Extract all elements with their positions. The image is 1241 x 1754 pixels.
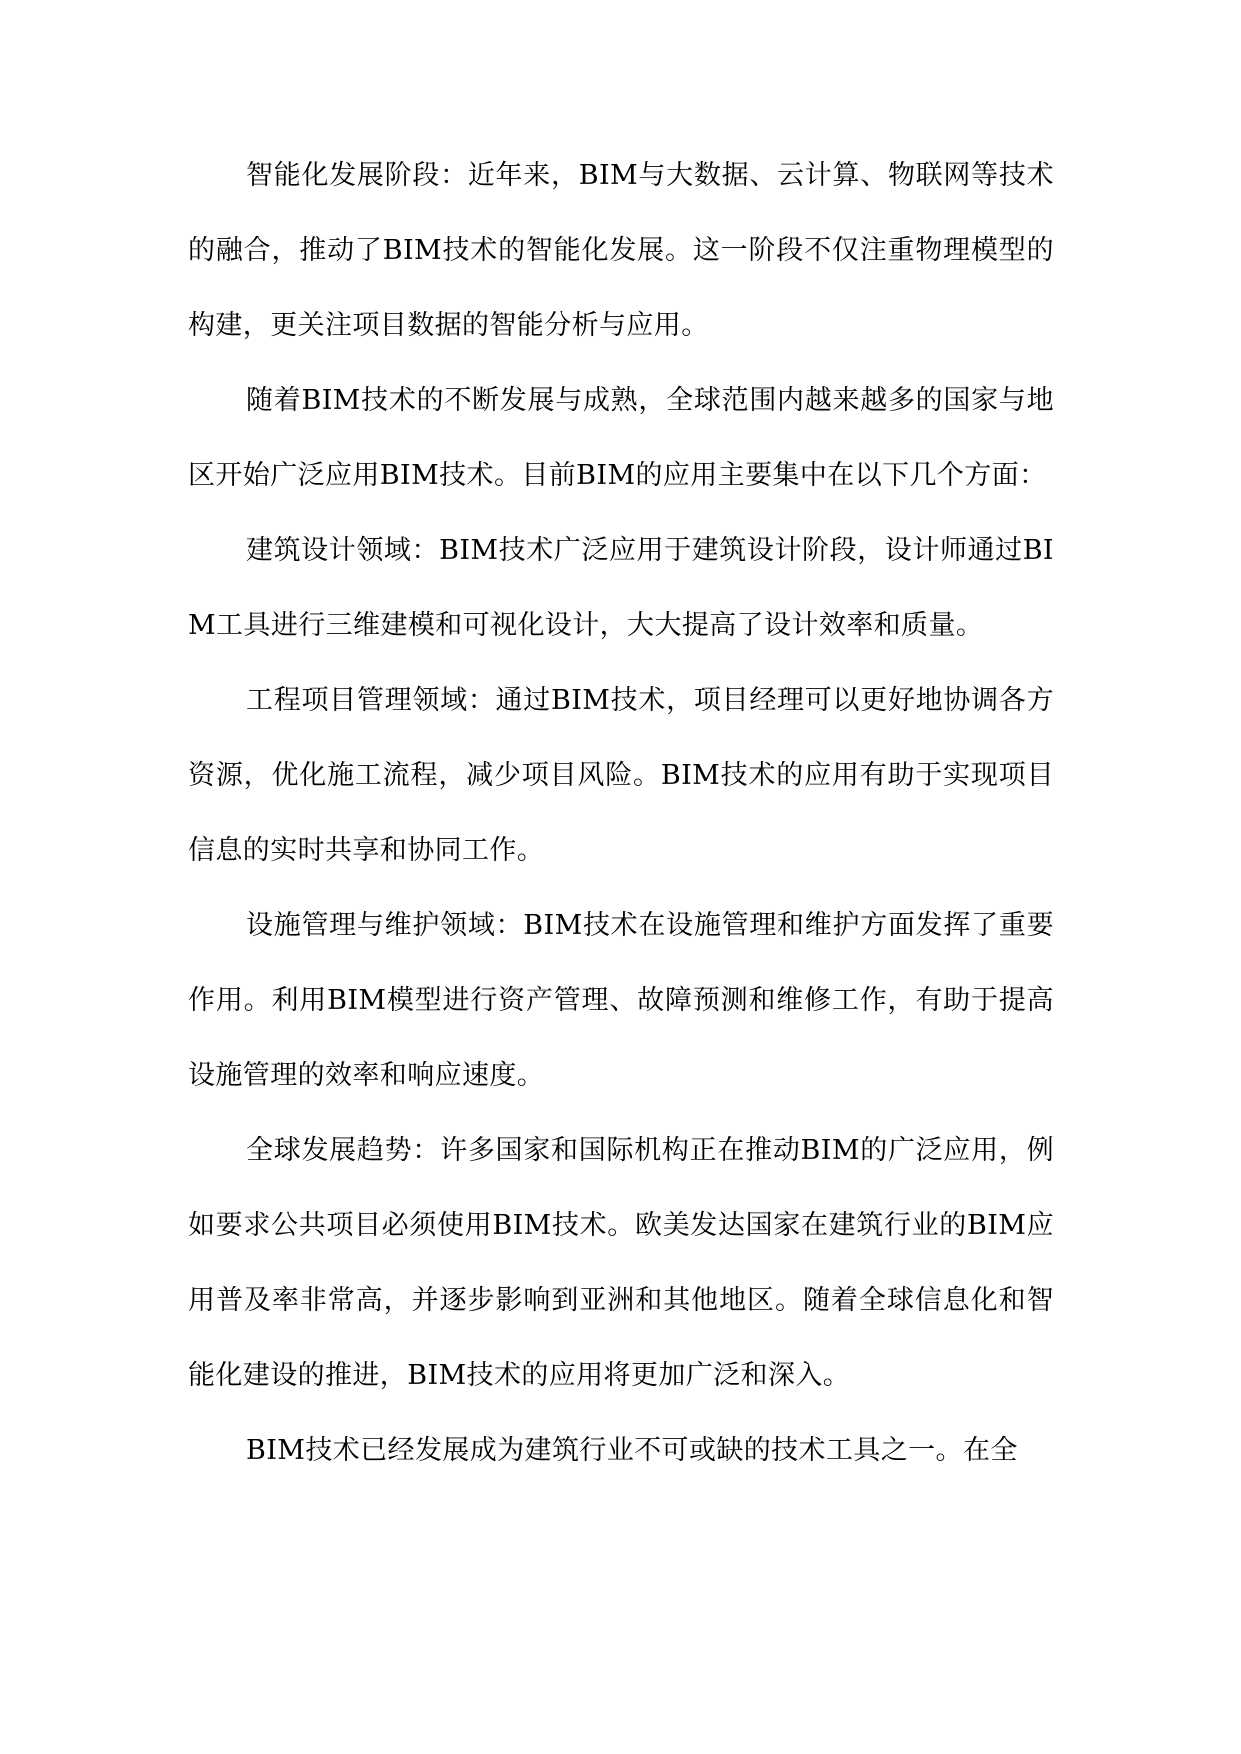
document-body xyxy=(188,138,1054,1488)
paragraph-project-management: 工程项目管理领域：通过BIM技术，项目经理可以更好地协调各方资源，优化施工流程，减少项目风险。BIM技术的应用有助于实现项目信息的实时共享和协同工作。 xyxy=(188,685,1054,866)
paragraph-conclusion: BIM技术已经发展成为建筑行业不可或缺的技术工具之一。在全 xyxy=(246,1435,1018,1466)
paragraph-global-adoption: 随着BIM技术的不断发展与成熟，全球范围内越来越多的国家与地区开始广泛应用BIM技术。目前BIM的应用主要集中在以下几个方面： xyxy=(188,385,1054,491)
paragraph-intelligent-stage: 智能化发展阶段：近年来，BIM与大数据、云计算、物联网等技术的融合，推动了BIM技术的智能化发展。这一阶段不仅注重物理模型的构建，更关注项目数据的智能分析与应用。 xyxy=(188,160,1054,341)
paragraph-global-trend: 全球发展趋势：许多国家和国际机构正在推动BIM的广泛应用，例如要求公共项目必须使用BIM技术。欧美发达国家在建筑行业的BIM应用普及率非常高，并逐步影响到亚洲和其他地区。随着全球信息化和智能化建设的推进，BIM技术的应用将更加广泛和深入。 xyxy=(188,1135,1054,1391)
paragraph-architecture-design: 建筑设计领域：BIM技术广泛应用于建筑设计阶段，设计师通过BIM工具进行三维建模和可视化设计，大大提高了设计效率和质量。 xyxy=(188,535,1054,641)
paragraph-facility-management: 设施管理与维护领域：BIM技术在设施管理和维护方面发挥了重要作用。利用BIM模型进行资产管理、故障预测和维修工作，有助于提高设施管理的效率和响应速度。 xyxy=(188,910,1054,1091)
